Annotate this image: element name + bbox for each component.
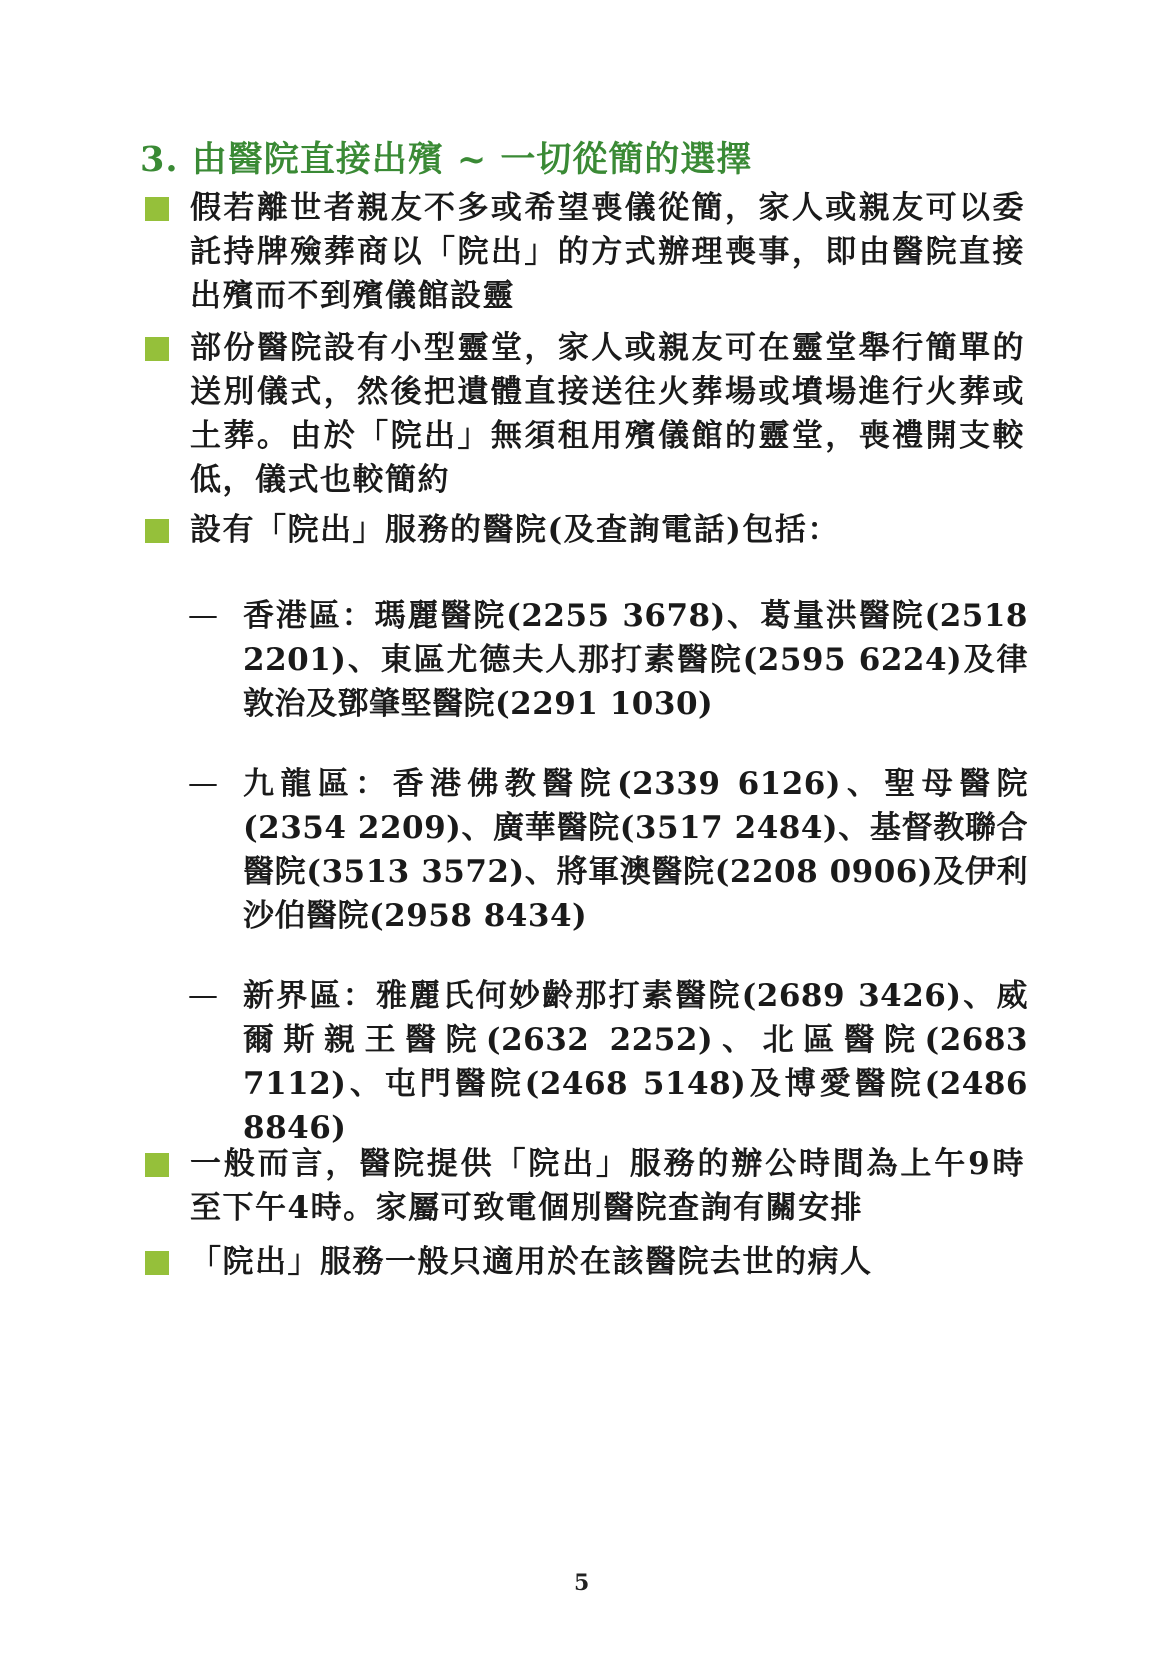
region-hospitals: 香港佛教醫院(2339 6126)、聖母醫院(2354 2209)、廣華醫院(3517 2484)、基督教聯合醫院(3513 3572)、將軍澳醫院(2208 0906)及伊利沙伯醫院(2958 8434) [243, 766, 1028, 934]
bullet-item [145, 186, 1025, 318]
region-text [243, 594, 1028, 726]
bullet-text: 部份醫院設有小型靈堂，家人或親友可在靈堂舉行簡單的送別儀式，然後把遺體直接送往火葬場或墳場進行火葬或土葬。由於「院出」無須租用殯儀館的靈堂，喪禮開支較低，儀式也較簡約 [190, 330, 1025, 498]
section-title: 3. 由醫院直接出殯 ~ 一切從簡的選擇 [140, 139, 753, 180]
region-item-hong-kong [188, 594, 1028, 726]
bullet-item [145, 1240, 1025, 1284]
page-number: 5 [574, 1570, 590, 1596]
region-text [243, 974, 1028, 1150]
green-square-bullet-icon [145, 519, 169, 543]
green-square-bullet-icon [145, 197, 169, 221]
bullet-text: 設有「院出」服務的醫院(及查詢電話)包括： [190, 512, 840, 548]
green-square-bullet-icon [145, 1153, 169, 1177]
region-name: 九龍區： [243, 766, 393, 802]
region-hospitals: 雅麗氏何妙齡那打素醫院(2689 3426)、威爾斯親王醫院(2632 2252)、北區醫院(2683 7112)、屯門醫院(2468 5148)及博愛醫院(2486 8846) [243, 978, 1029, 1146]
region-name: 新界區： [243, 978, 376, 1014]
bullet-text: 一般而言，醫院提供「院出」服務的辦公時間為上午9時至下午4時。家屬可致電個別醫院查詢有關安排 [190, 1146, 1025, 1226]
green-square-bullet-icon [145, 1251, 169, 1275]
region-text [243, 762, 1028, 938]
bullet-item [145, 508, 1025, 552]
region-hospitals: 瑪麗醫院(2255 3678)、葛量洪醫院(2518 2201)、東區尤德夫人那打素醫院(2595 6224)及律敦治及鄧肇堅醫院(2291 1030) [243, 598, 1028, 722]
bullet-item [145, 326, 1025, 502]
em-dash-marker: — [188, 978, 218, 1013]
region-item-kowloon [188, 762, 1028, 938]
bullet-item [145, 1142, 1025, 1230]
green-square-bullet-icon [145, 337, 169, 361]
region-name: 香港區： [243, 598, 375, 634]
em-dash-marker: — [188, 766, 218, 801]
bullet-text: 假若離世者親友不多或希望喪儀從簡，家人或親友可以委託持牌殮葬商以「院出」的方式辦理喪事，即由醫院直接出殯而不到殯儀館設靈 [190, 190, 1025, 314]
bullet-text: 「院出」服務一般只適用於在該醫院去世的病人 [190, 1244, 873, 1280]
em-dash-marker: — [188, 598, 218, 633]
region-item-new-territories [188, 974, 1028, 1150]
